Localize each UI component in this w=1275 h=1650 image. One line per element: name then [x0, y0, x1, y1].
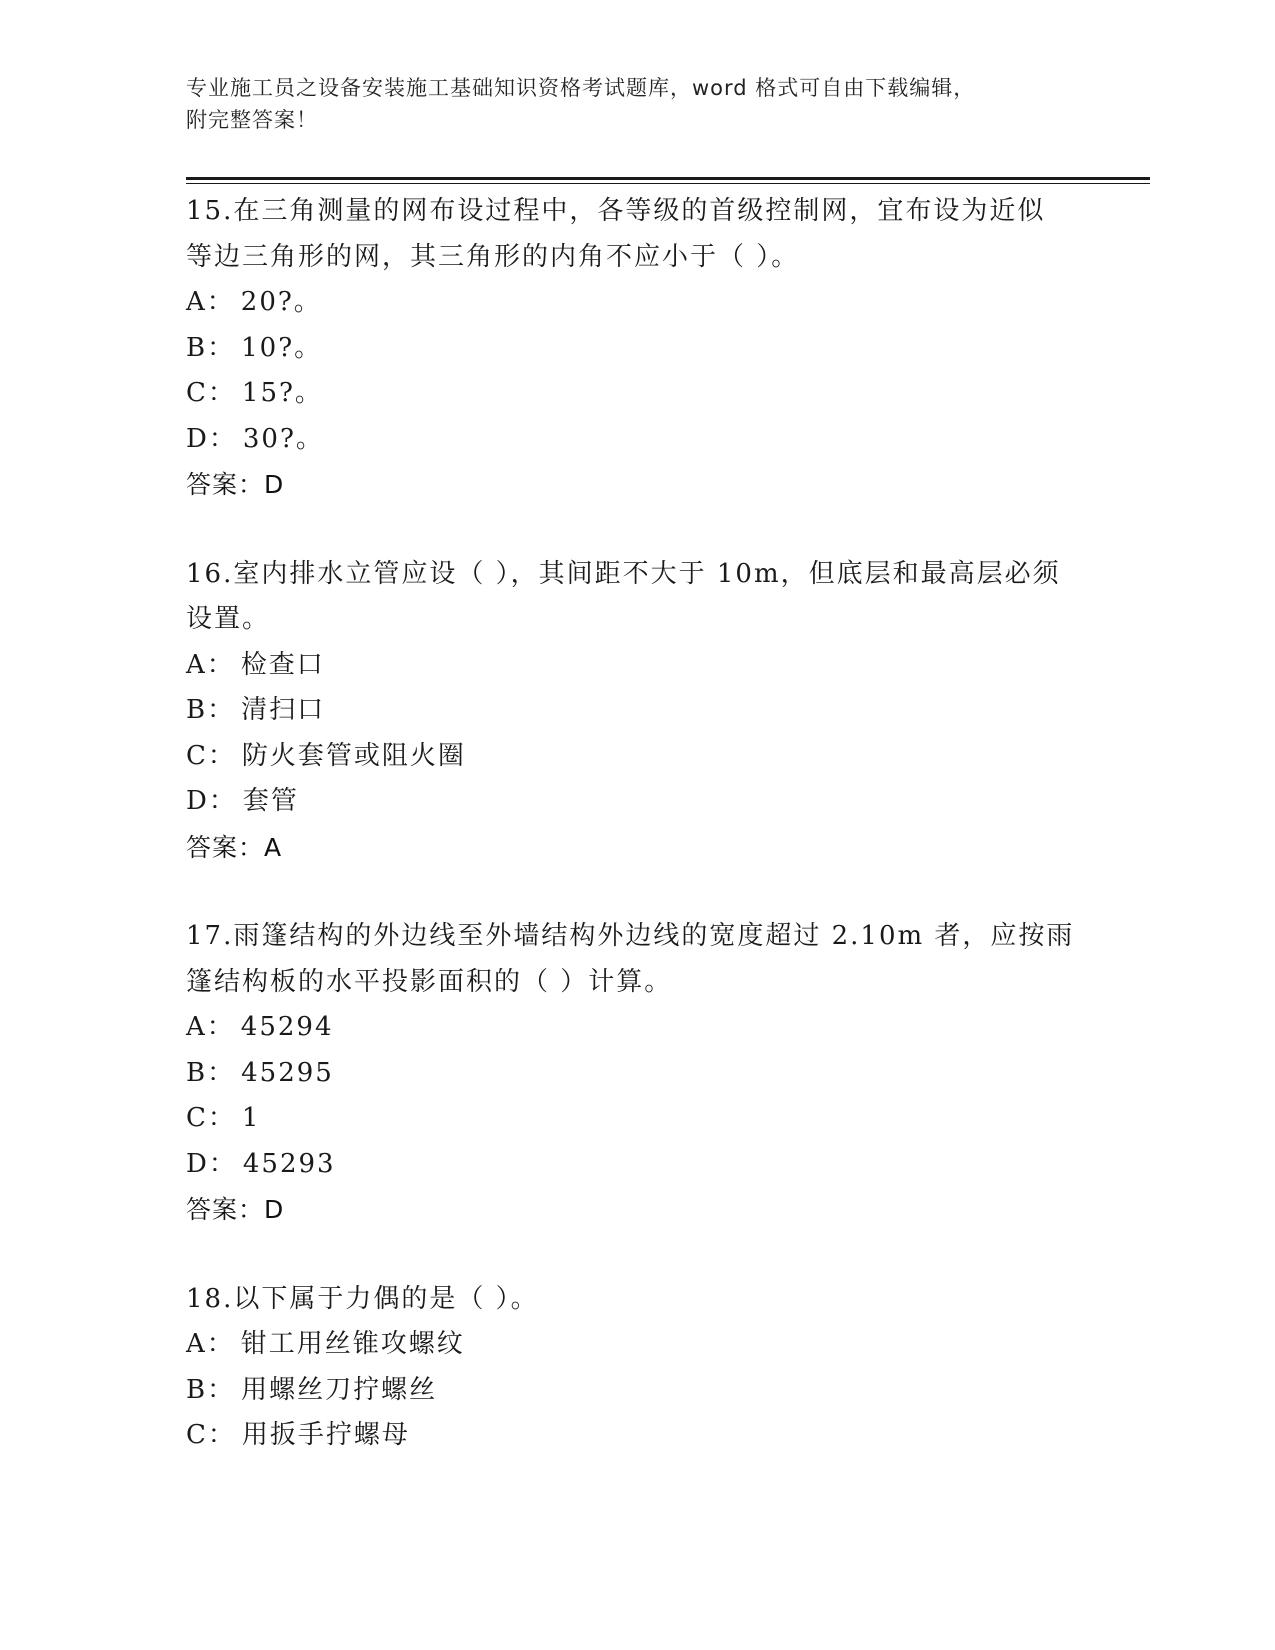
- question-stem-line: 篷结构板的水平投影面积的（ ）计算。: [186, 966, 673, 997]
- option-c: [186, 371, 1086, 417]
- option-key: C：: [186, 378, 236, 408]
- answer-line: 答案：D: [186, 1195, 285, 1224]
- question-stem-line: 18.以下属于力偶的是（ ）。: [186, 1283, 539, 1314]
- option-a: [186, 1322, 1086, 1368]
- option-b: [186, 688, 1086, 734]
- option-b: [186, 1368, 1086, 1414]
- header-divider-thin: [186, 183, 1150, 184]
- option-text: 45294: [240, 1012, 334, 1042]
- header-line-2: 附完整答案！: [186, 108, 318, 132]
- option-a: [186, 1005, 1086, 1051]
- option-key: B：: [186, 332, 236, 363]
- option-text: 10?。: [241, 332, 323, 363]
- option-key: D：: [186, 423, 237, 454]
- option-key: B：: [186, 1374, 236, 1405]
- option-key: C：: [186, 740, 236, 771]
- option-text: 检查口: [240, 649, 325, 680]
- header-divider-thick: [186, 177, 1150, 180]
- option-text: 清扫口: [241, 695, 326, 725]
- option-d: [186, 417, 1086, 463]
- option-key: A：: [186, 1012, 235, 1042]
- option-c: [186, 1413, 1086, 1459]
- question-stem-line: 17.雨篷结构的外边线至外墙结构外边线的宽度超过 2.10m 者，应按雨: [186, 921, 1075, 951]
- question-15: [186, 189, 1086, 508]
- question-18: [186, 1277, 1086, 1459]
- option-key: A：: [186, 649, 235, 680]
- option-text: 1: [241, 1103, 261, 1133]
- question-17: [186, 914, 1086, 1233]
- answer-line: 答案：A: [186, 832, 283, 862]
- option-key: C：: [186, 1420, 236, 1450]
- option-a: [186, 280, 1086, 326]
- option-key: C：: [186, 1103, 236, 1133]
- option-text: 30?。: [242, 423, 324, 454]
- question-16: [186, 552, 1086, 871]
- option-text: 15?。: [241, 378, 323, 408]
- option-text: 套管: [242, 786, 299, 816]
- option-c: [186, 1096, 1086, 1142]
- option-text: 45295: [241, 1057, 334, 1088]
- option-d: [186, 779, 1086, 825]
- option-text: 45293: [242, 1148, 336, 1179]
- answer-line: 答案：D: [186, 470, 285, 499]
- option-b: [186, 1051, 1086, 1097]
- option-a: [186, 643, 1086, 689]
- question-list: [186, 189, 1086, 1503]
- option-key: A：: [186, 287, 235, 317]
- option-text: 防火套管或阻火圈: [241, 740, 466, 771]
- option-key: B：: [186, 695, 236, 725]
- option-key: B：: [186, 1057, 236, 1088]
- option-text: 钳工用丝锥攻螺纹: [240, 1329, 465, 1359]
- option-text: 用螺丝刀拧螺丝: [241, 1374, 438, 1405]
- option-key: D：: [186, 786, 237, 816]
- document-header: [186, 72, 1086, 136]
- option-text: 20?。: [240, 287, 322, 317]
- option-key: A：: [186, 1329, 235, 1359]
- option-d: [186, 1142, 1086, 1188]
- question-stem-line: 16.室内排水立管应设（ ），其间距不大于 10m，但底层和最高层必须: [186, 558, 1061, 589]
- question-stem-line: 15.在三角测量的网布设过程中，各等级的首级控制网，宜布设为近似: [186, 196, 1046, 226]
- option-b: [186, 326, 1086, 372]
- option-key: D：: [186, 1148, 237, 1179]
- question-stem-line: 等边三角形的网，其三角形的内角不应小于（ ）。: [186, 241, 800, 272]
- header-line-1: 专业施工员之设备安装施工基础知识资格考试题库，word 格式可自由下载编辑，: [186, 76, 976, 100]
- question-stem-line: 设置。: [186, 604, 271, 634]
- option-c: [186, 734, 1086, 780]
- option-text: 用扳手拧螺母: [241, 1420, 410, 1450]
